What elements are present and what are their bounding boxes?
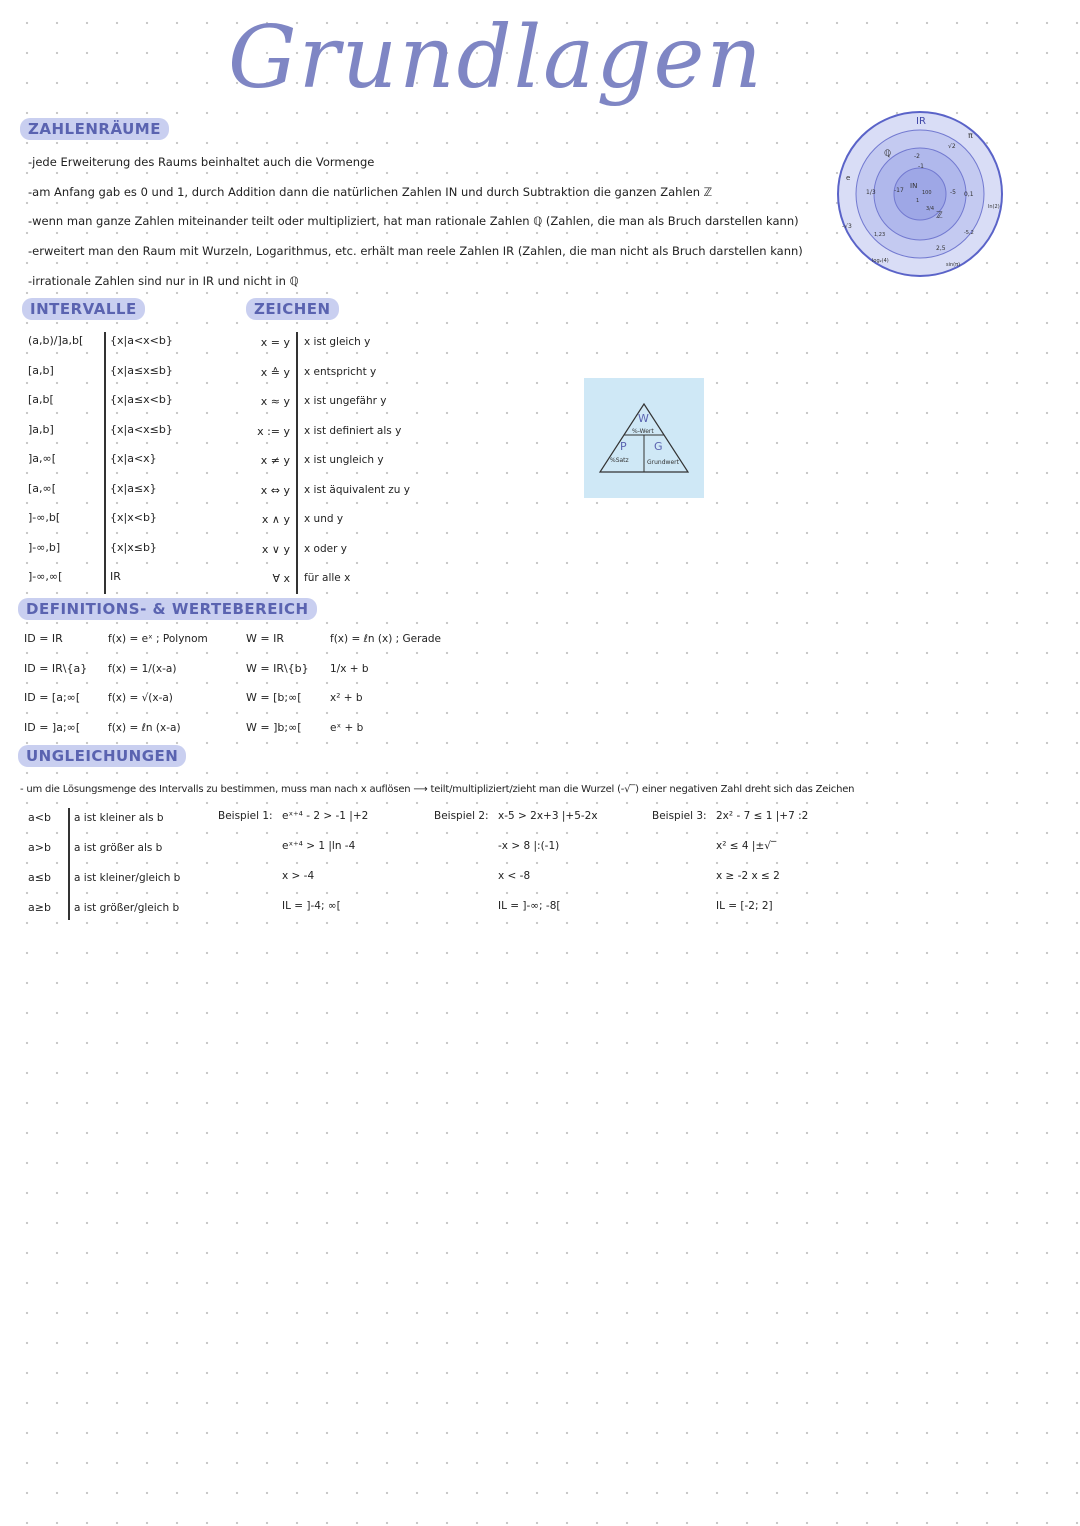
label-n16: sin(π) — [946, 262, 961, 268]
triangle-w-sub: %-Wert — [632, 428, 654, 435]
label-ir: IR — [916, 116, 926, 127]
relations-divider — [68, 808, 70, 920]
triangle-g-sub: Grundwert — [647, 459, 679, 466]
example-label: Beispiel 1: — [218, 810, 273, 822]
interval-set: {x|a<x<b} — [110, 334, 173, 347]
range-function: f(x) = ℓn (x) ; Gerade — [330, 633, 441, 645]
interval-notation: [a,b[ — [28, 393, 54, 406]
symbol-meaning: x und y — [304, 513, 344, 525]
percent-triangle — [584, 378, 704, 498]
section-heading-definition: DEFINITIONS- & WERTEBEREICH — [18, 598, 317, 620]
label-q: ℚ — [884, 149, 892, 159]
symbol-meaning: x ist gleich y — [304, 336, 371, 348]
triangle-p-sub: %Satz — [610, 457, 629, 464]
label-n3: -17 — [894, 187, 904, 194]
domain-label: ID = IR\{a} — [24, 661, 88, 675]
label-n1: -1 — [918, 163, 924, 170]
interval-set: {x|a≤x} — [110, 481, 157, 495]
relation-symbol: a≤b — [28, 871, 51, 884]
interval-set: {x|a≤x≤b} — [110, 363, 173, 377]
domain-function: f(x) = eˣ ; Polynom — [108, 633, 208, 645]
relation-text: a ist kleiner/gleich b — [74, 872, 181, 884]
range-label: W = [b;∞[ — [246, 691, 302, 704]
interval-set: IR — [110, 570, 121, 583]
symbol-meaning: x ist definiert als y — [304, 424, 402, 437]
label-n11: π — [968, 131, 973, 140]
example-label: Beispiel 2: — [434, 810, 489, 822]
interval-notation: (a,b)/]a,b[ — [28, 334, 84, 347]
label-n10: 2,5 — [936, 245, 946, 252]
interval-set: {x|x≤b} — [110, 540, 157, 554]
label-n: IN — [910, 182, 918, 190]
interval-set: {x|a<x≤b} — [110, 422, 173, 436]
relation-symbol: a<b — [28, 811, 51, 824]
range-function: x² + b — [330, 692, 363, 704]
number-sets-diagram — [836, 110, 1016, 290]
example-line: IL = ]-∞; -8[ — [498, 900, 561, 912]
domain-function: f(x) = ℓn (x-a) — [108, 721, 181, 734]
label-n17: ln(2) — [988, 204, 1000, 210]
example-line: x² ≤ 4 |±√‾ — [716, 840, 777, 852]
example-line: IL = [-2; 2] — [716, 900, 773, 912]
symbol-meaning: x entspricht y — [304, 365, 377, 378]
example-line: x > -4 — [282, 870, 315, 882]
relation-symbol: a≥b — [28, 901, 51, 914]
symbol: ∀ x — [272, 572, 290, 585]
zahlenraeume-bullet: -erweitert man den Raum mit Wurzeln, Logarithmus, etc. erhält man reele Zahlen IR (Zahlen, die man nicht als Bruch darstellen kann) — [28, 244, 803, 258]
label-n14: 1,23 — [874, 232, 886, 238]
example-line: -x > 8 |:(-1) — [498, 840, 560, 852]
symbol: x ≠ y — [260, 454, 290, 467]
domain-label: ID = ]a;∞[ — [24, 720, 81, 734]
label-n9: -√3 — [842, 223, 852, 230]
label-n15: log₂(4) — [872, 258, 889, 264]
relation-text: a ist größer als b — [74, 842, 163, 854]
label-z: ℤ — [936, 211, 943, 221]
label-n6: 3/4 — [926, 206, 935, 212]
interval-notation: ]-∞,b] — [28, 540, 61, 554]
example-line: IL = ]-4; ∞[ — [282, 900, 341, 912]
label-n7: -5 — [950, 189, 956, 196]
symbol-meaning: x ist ungleich y — [304, 454, 384, 466]
label-n13: √2 — [948, 143, 956, 150]
section-heading-zahlenraeume: ZAHLENRÄUME — [20, 118, 169, 140]
interval-notation: [a,∞[ — [28, 481, 56, 495]
symbol: x ∧ y — [261, 513, 290, 526]
example-line: x ≥ -2 x ≤ 2 — [716, 870, 780, 882]
domain-label: ID = IR — [24, 632, 63, 645]
label-n12: e — [846, 174, 851, 182]
symbol: x = y — [260, 336, 290, 349]
triangle-p: P — [620, 440, 627, 453]
interval-set: {x|x<b} — [110, 511, 157, 524]
triangle-w: W — [638, 412, 649, 425]
range-function: 1/x + b — [330, 662, 369, 675]
symbol: x := y — [257, 424, 290, 438]
symbol: x ⇔ y — [260, 483, 290, 497]
example-line: 2x² - 7 ≤ 1 |+7 :2 — [716, 810, 809, 822]
interval-notation: ]-∞,∞[ — [28, 570, 63, 583]
symbol: x ≈ y — [260, 395, 290, 408]
symbol: x ≙ y — [260, 365, 290, 379]
label-n4: 100 — [922, 190, 932, 196]
label-n18: -5,2 — [964, 230, 974, 236]
symbol-meaning: x ist ungefähr y — [304, 395, 387, 407]
range-label: W = IR — [246, 632, 284, 645]
interval-set: {x|a≤x<b} — [110, 393, 173, 406]
range-label: W = IR\{b} — [246, 661, 309, 675]
zahlenraeume-bullet: -am Anfang gab es 0 und 1, durch Addition dann die natürlichen Zahlen IN und durch Subtraktion die ganzen Zahlen ℤ — [28, 185, 713, 199]
section-heading-intervalle: INTERVALLE — [22, 298, 145, 320]
label-n19: 1/3 — [866, 189, 876, 196]
label-n2: -2 — [914, 153, 920, 160]
example-line: eˣ⁺⁴ - 2 > -1 |+2 — [282, 810, 369, 822]
intervalle-divider — [104, 332, 106, 594]
domain-label: ID = [a;∞[ — [24, 691, 81, 704]
interval-set: {x|a<x} — [110, 452, 157, 465]
percent-triangle-box — [584, 378, 704, 498]
symbol-meaning: für alle x — [304, 572, 351, 584]
relation-text: a ist kleiner als b — [74, 812, 164, 824]
section-heading-zeichen: ZEICHEN — [246, 298, 339, 320]
example-line: x < -8 — [498, 870, 531, 882]
range-function: eˣ + b — [330, 721, 364, 734]
zahlenraeume-bullet: -irrationale Zahlen sind nur in IR und nicht in ℚ — [28, 274, 299, 288]
example-line: eˣ⁺⁴ > 1 |ln -4 — [282, 840, 356, 852]
interval-notation: [a,b] — [28, 363, 54, 377]
zahlenraeume-bullet: -jede Erweiterung des Raums beinhaltet auch die Vormenge — [28, 155, 375, 169]
triangle-g: G — [654, 440, 663, 453]
range-label: W = ]b;∞[ — [246, 720, 302, 734]
zahlenraeume-bullet: -wenn man ganze Zahlen miteinander teilt oder multipliziert, hat man rationale Zahlen ℚ (Zahlen, die man als Bruch darstellen kann) — [28, 214, 799, 228]
relation-text: a ist größer/gleich b — [74, 902, 180, 914]
domain-function: f(x) = √(x-a) — [108, 692, 173, 704]
label-n8: 0,1 — [964, 191, 974, 198]
symbol: x ∨ y — [261, 542, 290, 556]
example-label: Beispiel 3: — [652, 810, 707, 822]
relation-symbol: a>b — [28, 841, 51, 854]
zeichen-divider — [296, 332, 298, 594]
section-heading-ungleichungen: UNGLEICHUNGEN — [18, 745, 186, 767]
page-title: Grundlagen — [228, 8, 764, 108]
example-line: x-5 > 2x+3 |+5-2x — [498, 810, 598, 822]
interval-notation: ]a,b] — [28, 422, 54, 436]
ungleichungen-intro: - um die Lösungsmenge des Intervalls zu bestimmen, muss man nach x auflösen ⟶ teilt/multipliziert/zieht man die Wurzel (-√‾) einer negativen Zahl dreht sich das Zeichen — [20, 784, 855, 795]
domain-function: f(x) = 1/(x-a) — [108, 662, 177, 675]
interval-notation: ]a,∞[ — [28, 452, 56, 465]
symbol-meaning: x ist äquivalent zu y — [304, 483, 410, 496]
symbol-meaning: x oder y — [304, 542, 347, 555]
interval-notation: ]-∞,b[ — [28, 511, 61, 524]
label-n5: 1 — [916, 198, 920, 204]
